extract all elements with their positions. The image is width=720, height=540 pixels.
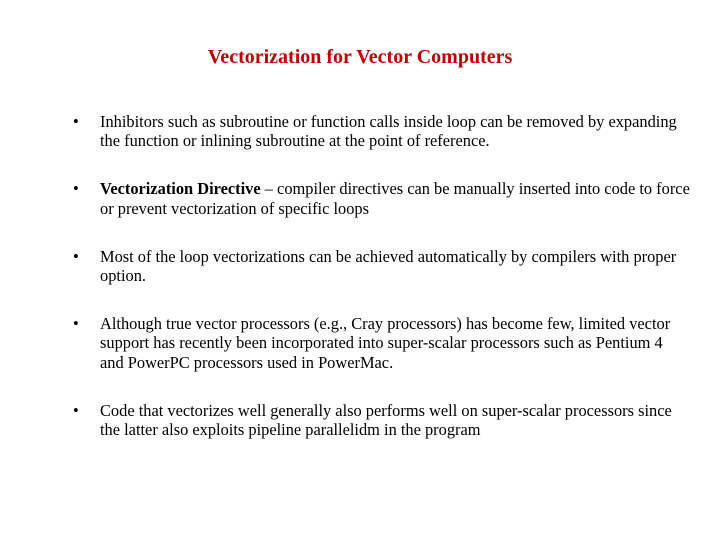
bullet-item-vector-processors <box>70 314 690 372</box>
bullet-bold-lead: Vectorization Directive <box>100 179 261 199</box>
bullet-text: – compiler directives can be manually inserted into code to force or prevent vectorization of specific loops <box>100 179 690 218</box>
bullet-dot-icon: • <box>73 179 79 199</box>
bullet-item-inhibitors <box>70 112 690 150</box>
bullet-text: Inhibitors such as subroutine or function calls inside loop can be removed by expanding the function or inlining subroutine at the point of reference. <box>100 112 677 151</box>
bullet-text: Most of the loop vectorizations can be achieved automatically by compilers with proper option. <box>100 246 677 286</box>
bullet-dot-icon: • <box>73 400 79 420</box>
bullet-item-super-scalar <box>70 401 690 439</box>
bullet-item-automatic <box>70 247 690 285</box>
bullet-text: Code that vectorizes well generally also performs well on super-scalar processors since the latter also exploits pipeline parallelidm in the program <box>100 400 672 440</box>
bullet-list <box>70 112 690 439</box>
bullet-text: Although true vector processors (e.g., Cray processors) has become few, limited vector support has recently been incorporated into super-scalar processors such as Pentium 4 and PowerPC processors used in PowerMac. <box>100 314 671 372</box>
slide-title: Vectorization for Vector Computers <box>207 46 513 68</box>
bullet-dot-icon: • <box>73 314 79 334</box>
bullet-dot-icon: • <box>73 112 79 131</box>
bullet-item-vectorization-directive <box>70 179 690 217</box>
bullet-dot-icon: • <box>73 246 79 266</box>
